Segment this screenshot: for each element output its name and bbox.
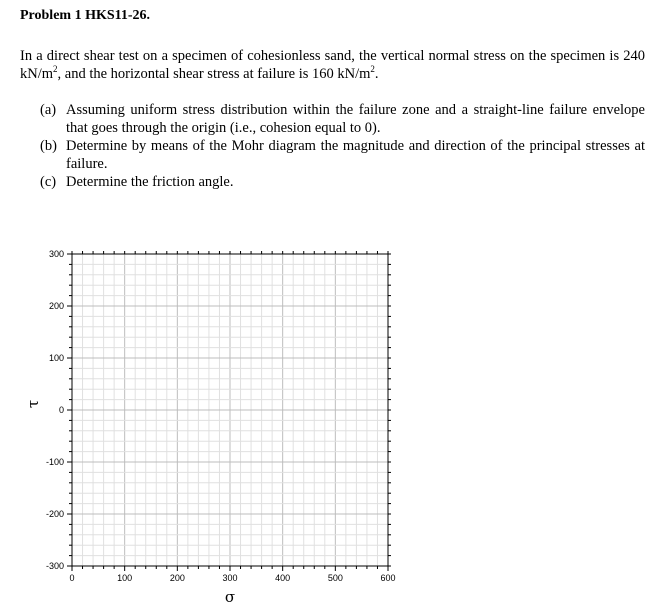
- part-text: Assuming uniform stress distribution within the failure zone and a straight-line failure envelope that goes through the origin (i.e., cohesion equal to 0).: [66, 102, 645, 136]
- x-tick-label: 300: [222, 573, 238, 583]
- problem-statement: [20, 47, 645, 83]
- x-tick-label: 100: [117, 573, 133, 583]
- part-c: [40, 173, 645, 191]
- statement-text-3: .: [374, 66, 379, 82]
- superscript-1: 2: [53, 64, 58, 75]
- problem-title: Problem 1 HKS11-26.: [20, 8, 151, 23]
- mohr-diagram-grid: [0, 236, 668, 608]
- part-text: Determine the friction angle.: [66, 174, 234, 190]
- y-tick-label: 200: [48, 301, 64, 311]
- statement-text-1: In a direct shear test on a specimen of cohesionless sand, the vertical normal stress on the specimen is 240 kN/m: [20, 48, 645, 82]
- y-tick-label: -300: [45, 561, 64, 571]
- y-axis-label: τ: [24, 399, 42, 409]
- x-tick-label: 500: [327, 573, 343, 583]
- superscript-2: 2: [370, 64, 375, 75]
- x-tick-label: 400: [275, 573, 291, 583]
- y-tick-label: 300: [48, 249, 64, 259]
- x-axis-label: σ: [224, 588, 236, 606]
- x-tick-label: 0: [69, 573, 75, 583]
- y-tick-label: -200: [45, 509, 64, 519]
- y-tick-label: 0: [58, 405, 64, 415]
- part-label: (c): [40, 174, 57, 190]
- part-a: [40, 101, 645, 137]
- x-tick-label: 600: [380, 573, 396, 583]
- part-label: (a): [40, 102, 57, 118]
- part-text: Determine by means of the Mohr diagram the magnitude and direction of the principal stresses at failure.: [66, 138, 645, 172]
- x-tick-label: 200: [169, 573, 185, 583]
- y-tick-label: 100: [48, 353, 64, 363]
- y-tick-label: -100: [45, 457, 64, 467]
- part-label: (b): [40, 138, 57, 154]
- part-b: [40, 137, 645, 173]
- statement-text-2: , and the horizontal shear stress at failure is 160 kN/m: [57, 66, 371, 82]
- problem-parts-list: [40, 101, 645, 191]
